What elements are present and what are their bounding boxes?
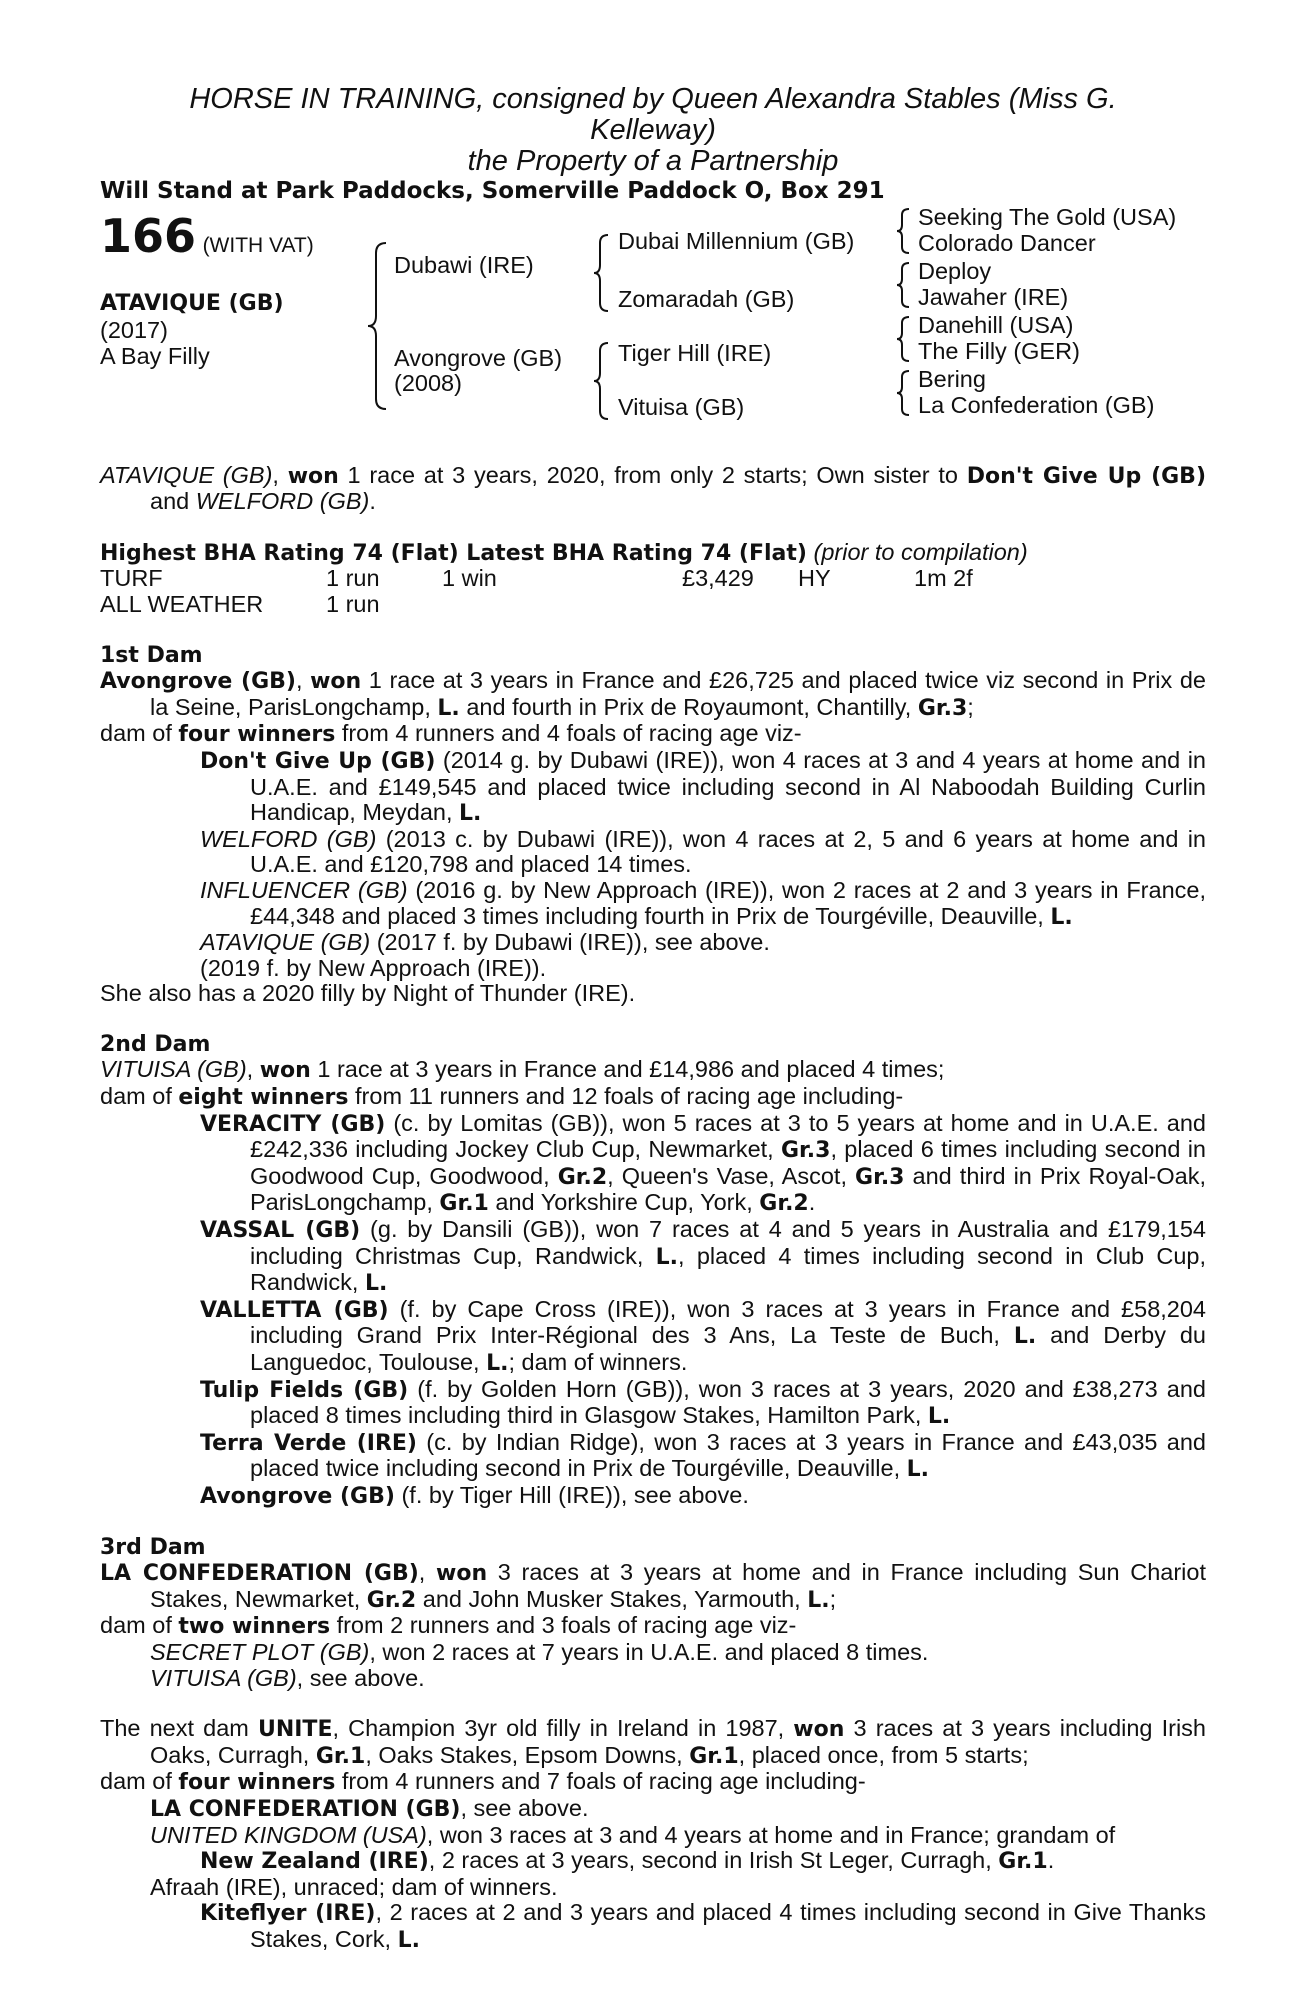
record-text: 3 races at 3 years including Irish Oaks, Curragh, [150,1715,1206,1768]
produce-name: INFLUENCER (GB) [200,876,408,903]
summary-text: 1 race at 3 years, 2020, from only 2 starts; Own sister to [338,461,967,488]
produce-text: Afraah (IRE), unraced; dam of winners. [150,1873,558,1900]
dam-year: (2008) [394,369,462,396]
second-dam-heading: 2nd Dam [100,1031,211,1057]
consignor-line-1: HORSE IN TRAINING, consigned by Queen Alexandra Stables (Miss G. [189,83,1117,115]
record-text: , Oaks Stakes, Epsom Downs, [365,1741,690,1768]
group-mark: Gr.1 [315,1743,366,1769]
summary-sibling: Don't Give Up (GB) [966,463,1207,489]
produce-name: VERACITY (GB) [200,1111,386,1137]
second-dam-record: VITUISA (GB), won 1 race at 3 years in France and £14,986 and placed 4 times; [100,1056,945,1084]
horse-year: (2017) [100,316,168,343]
listed-mark: L. [459,801,482,827]
ds-dam: The Filly (GER) [918,337,1080,364]
sire-dam: Zomaradah (GB) [618,285,795,312]
produce-item [100,1900,1206,1953]
produce-name: Avongrove (GB) [200,1483,395,1509]
next-dam-produce [100,1769,1206,1796]
produce-name: Don't Give Up (GB) [200,748,436,774]
rating-going: HY [798,565,831,592]
pedigree-brace-main [366,241,390,411]
rating-surface: ALL WEATHER [100,590,264,617]
produce-item [100,878,1206,930]
rating-wins: 1 win [442,565,497,592]
pedigree-brace-sire [592,233,612,313]
pedigree-block [100,205,1206,445]
produce-item [100,1217,1206,1297]
consignment-header [100,84,1206,177]
produce-text: . [808,1189,816,1216]
group-mark: Gr.1 [998,1849,1048,1875]
summary-end: . [369,488,376,515]
second-dam-produce [100,1084,1206,1111]
lot-number: 166 [100,208,197,263]
produce-name: VITUISA (GB) [150,1664,297,1691]
summary-sibling-2: WELFORD (GB) [195,488,370,515]
group-mark: Gr.2 [366,1587,417,1613]
ds-sire: Danehill (USA) [918,311,1074,338]
pedigree-brace-ds [896,315,912,363]
group-mark: Gr.2 [759,1191,809,1217]
sire-name: Dubawi (IRE) [394,251,534,278]
produce-text: (2016 g. by New Approach (IRE)), won 2 races at 2 and 3 years in France, £44,348 and placed 3 times including fourth in Prix de Tourgéville, Deauville, [250,876,1206,929]
produce-text: , 2 races at 2 and 3 years and placed 4 times including second in Give Thanks Stakes, Cork, [250,1899,1207,1952]
produce-item [100,930,1206,956]
dam-name: UNITE [257,1717,333,1743]
property-line: the Property of a Partnership [467,145,839,177]
produce-text: , see above. [460,1794,589,1821]
record-text: ; [829,1585,837,1612]
produce-text: , 2 races at 3 years, second in Irish St Leger, Curragh, [428,1847,999,1874]
produce-name: LA CONFEDERATION (GB) [150,1796,461,1822]
record-text: and John Musker Stakes, Yarmouth, [416,1585,808,1612]
produce-text: (2014 g. by Dubawi (IRE)), won 4 races at 3 and 4 years at home and in U.A.E. and £149,545 and placed twice including second in Al Naboodah Building Curlin Handicap, Meydan, [250,746,1206,826]
produce-text: (2017 f. by Dubawi (IRE)), see above. [370,929,770,956]
runners-text: from 4 runners and 4 foals of racing age viz- [335,720,802,747]
winners-count: four winners [178,1770,336,1796]
horse-description: A Bay Filly [100,342,210,369]
first-dam-record: Avongrove (GB), won 1 race at 3 years in France and £26,725 and placed twice viz second in Prix de la Seine, ParisLongchamp, L. and fourth in Prix de Royaumont, Chantilly, Gr.3; [100,667,1206,721]
produce-name: WELFORD (GB) [200,825,377,852]
runners-text: from 11 runners and 12 foals of racing age including- [348,1083,904,1110]
produce-text: (f. by Cape Cross (IRE)), won 3 races at 3 years in France and £58,204 including Grand Prix Inter-Régional des 3 Ans, La Teste de Buch, [250,1295,1206,1349]
listed-mark: L. [807,1587,830,1613]
produce-text: and Yorkshire Cup, York, [488,1189,760,1216]
catalogue-page [100,84,1206,1953]
dam-name: Avongrove (GB) [394,344,563,371]
sd-dam: Jawaher (IRE) [918,283,1069,310]
summary-horse-name: ATAVIQUE (GB) [100,461,273,488]
produce-item [100,748,1206,827]
produce-text: , placed 6 times including second in Goodwood Cup, Goodwood, [250,1136,1207,1189]
won-label: won [793,1717,845,1743]
first-dam-produce [100,721,1206,748]
winners-count: two winners [178,1614,331,1640]
dam-sire: Tiger Hill (IRE) [618,339,772,366]
record-text: , Champion 3yr old filly in Ireland in 1987, [332,1715,794,1742]
summary-and: and [150,488,196,515]
produce-name: VASSAL (GB) [200,1218,361,1244]
won-label: won [259,1058,311,1084]
listed-mark: L. [364,1271,388,1297]
rating-distance: 1m 2f [914,565,973,592]
rating-row-turf [100,566,1206,592]
record-text: 1 race at 3 years in France and £14,986 and placed 4 times; [310,1056,945,1083]
listed-mark: L. [655,1244,679,1270]
produce-text: , Queen's Vase, Ascot, [607,1162,856,1189]
pedigree-brace-dd [896,369,912,417]
group-mark: Gr.1 [439,1191,489,1217]
group-mark: Gr.3 [855,1164,905,1190]
produce-name: Tulip Fields (GB) [200,1377,409,1403]
group-mark: Gr.2 [557,1164,608,1190]
produce-name: Terra Verde (IRE) [200,1430,417,1456]
ss-dam: Colorado Dancer [918,229,1096,256]
listed-mark: L. [1050,904,1073,930]
third-dam-record: LA CONFEDERATION (GB), won 3 races at 3 years at home and in France including Sun Chariot Stakes, Newmarket, Gr.2 and John Musker Stakes, Yarmouth, L.; [100,1559,1206,1613]
produce-text: (c. by Lomitas (GB)), won 5 races at 3 to 5 years at home and in U.A.E. and £242,336 including Jockey Club Cup, Newmarket, [250,1109,1206,1163]
produce-name: ATAVIQUE (GB) [200,929,371,956]
listed-mark: L. [1013,1324,1037,1350]
group-mark: Gr.3 [917,695,968,721]
pedigree-brace-dam [592,341,612,421]
record-text: and fourth in Prix de Royaumont, Chantilly, [459,693,918,720]
produce-text: (f. by Tiger Hill (IRE)), see above. [394,1481,749,1508]
produce-text: ; dam of winners. [508,1349,688,1375]
dd-dam: La Confederation (GB) [918,391,1155,418]
record-text: , placed once, from 5 starts; [738,1741,1029,1768]
group-mark: Gr.3 [781,1138,831,1164]
produce-item [100,1640,1206,1666]
listed-mark: L. [486,1351,509,1376]
dam-dam: Vituisa (GB) [618,393,745,420]
record-text: ; [967,693,974,720]
rating-runs: 1 run [326,590,380,617]
produce-name: Kiteflyer (IRE) [200,1901,376,1927]
listed-mark: L. [927,1404,951,1430]
third-dam-heading: 3rd Dam [100,1534,206,1560]
dd-sire: Bering [918,365,986,392]
sd-sire: Deploy [918,257,992,284]
dam-name: Avongrove (GB) [100,669,296,695]
listed-mark: L. [906,1457,930,1483]
dam-of: dam of [100,1768,179,1795]
horse-name: ATAVIQUE (GB) [100,290,284,316]
produce-text: . [1047,1847,1055,1874]
produce-name: New Zealand (IRE) [200,1849,429,1875]
rating-row-aw [100,592,1206,618]
produce-item [100,1875,1206,1901]
third-dam-produce [100,1613,1206,1640]
dam-name: LA CONFEDERATION (GB) [100,1561,419,1587]
produce-text: , see above. [296,1664,425,1691]
produce-item [100,1297,1206,1377]
listed-mark: L. [437,695,460,721]
dam-name: VITUISA (GB) [100,1056,247,1083]
produce-text: and third in Prix Royal-Oak, ParisLongchamp, [250,1162,1206,1216]
won-label: won [310,669,362,695]
runners-text: from 4 runners and 7 foals of racing age including- [335,1768,866,1795]
pedigree-brace-sd [896,261,912,309]
listed-mark: L. [397,1927,420,1953]
first-dam-note: She also has a 2020 filly by Night of Thunder (IRE). [100,980,636,1007]
rating-note: (prior to compilation) [813,538,1028,565]
produce-item [100,1823,1206,1849]
pedigree-brace-ss [896,207,912,255]
summary-won: won [287,463,339,489]
produce-text: and Derby du Languedoc, Toulouse, [250,1322,1207,1375]
record-text: The next dam [100,1715,258,1742]
produce-item [100,1111,1206,1217]
produce-text: (g. by Dansili (GB)), won 7 races at 4 and 5 years in Australia and £179,154 including Christmas Cup, Randwick, [250,1216,1206,1269]
rating-prize: £3,429 [682,565,754,592]
rating-surface: TURF [100,565,163,592]
vat-note: (WITH VAT) [202,233,314,257]
winners-count: four winners [178,722,336,748]
first-dam-heading: 1st Dam [100,642,203,668]
produce-item [100,1848,1206,1875]
sire-sire: Dubai Millennium (GB) [618,227,855,254]
next-dam-record [100,1716,1206,1769]
horse-summary: ATAVIQUE (GB), won 1 race at 3 years, 2020, from only 2 starts; Own sister to Don't Give Up (GB) and WELFORD (GB). [100,461,1207,515]
rating-line [100,540,1206,567]
won-label: won [436,1561,488,1587]
stand-location: Will Stand at Park Paddocks, Somerville Paddock O, Box 291 [100,178,885,204]
produce-item [100,1430,1206,1483]
record-text: 3 races at 3 years at home and in France including Sun Chariot Stakes, Newmarket, [150,1559,1206,1612]
dam-of: dam of [100,1083,179,1110]
rating-label: Highest BHA Rating 74 (Flat) Latest BHA Rating 74 (Flat) [100,540,807,566]
winners-count: eight winners [178,1085,349,1111]
produce-text: (c. by Indian Ridge), won 3 races at 3 years in France and £43,035 and placed twice including second in Prix de Tourgéville, Deauville, [250,1428,1207,1482]
produce-text: , placed 4 times including second in Club Cup, Randwick, [250,1242,1206,1296]
dam-of: dam of [100,720,179,747]
rating-runs: 1 run [326,565,380,592]
produce-item [100,827,1206,878]
group-mark: Gr.1 [689,1743,739,1769]
produce-item [100,1377,1206,1430]
produce-text: (f. by Golden Horn (GB)), won 3 races at 3 years, 2020 and £38,273 and placed 8 times including third in Glasgow Stakes, Hamilton Park, [250,1375,1206,1429]
produce-item [100,1666,1206,1692]
record-text: 1 race at 3 years in France and £26,725 and placed twice viz second in Prix de la Seine, ParisLongchamp, [150,667,1206,720]
produce-text: (2019 f. by New Approach (IRE)). [200,954,547,981]
produce-item [100,1796,1206,1823]
dam-of: dam of [100,1612,179,1639]
produce-text: (2013 c. by Dubawi (IRE)), won 4 races at 2, 5 and 6 years at home and in U.A.E. and £120,798 and placed 14 times. [250,825,1206,878]
produce-name: SECRET PLOT (GB) [150,1638,370,1665]
produce-name: VALLETTA (GB) [200,1297,389,1323]
produce-text: , won 2 races at 7 years in U.A.E. and placed 8 times. [369,1638,929,1665]
produce-item [100,956,1206,982]
ss-sire: Seeking The Gold (USA) [918,203,1177,230]
consignor-line-2: Kelleway) [590,114,716,146]
runners-text: from 2 runners and 3 foals of racing age viz- [330,1612,797,1639]
produce-text: , won 3 races at 3 and 4 years at home and in France; grandam of [426,1821,1116,1848]
produce-item [100,1483,1206,1510]
produce-name: UNITED KINGDOM (USA) [150,1821,427,1848]
